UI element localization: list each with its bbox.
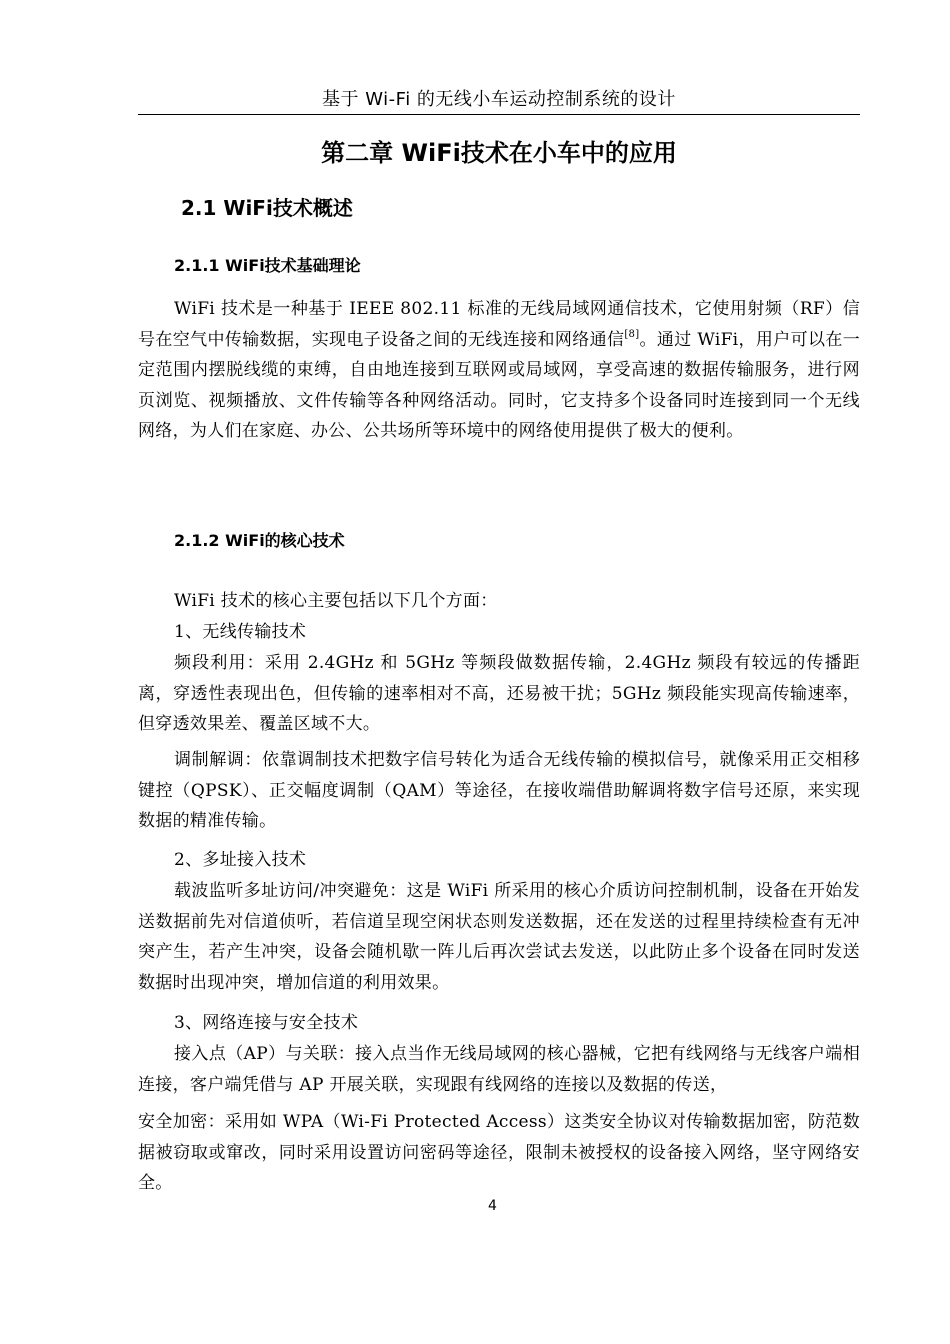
chapter-title: 第二章 WiFi技术在小车中的应用: [321, 139, 677, 167]
running-header: 基于 Wi-Fi 的无线小车运动控制系统的设计: [322, 89, 676, 110]
paragraph-wifi-basics: [138, 294, 860, 447]
paragraph-modulation: 调制解调：依靠调制技术把数字信号转化为适合无线传输的模拟信号，就像采用正交相移键控（QPSK）、正交幅度调制（QAM）等途径，在接收端借助解调将数字信号还原，来实现数据的精准传输。: [138, 750, 860, 831]
page-number: 4: [488, 1198, 497, 1214]
subsection-title-2-1-1: 2.1.1 WiFi技术基础理论: [174, 256, 361, 275]
section-title: 2.1 WiFi技术概述: [181, 196, 353, 220]
paragraph-text: 。通过 WiFi，用户可以在一定范围内摆脱线缆的束缚，自由地连接到互联网或局域网，享受高速的数据传输服务，进行网页浏览、视频播放、文件传输等各种网络活动。同时，它支持多个设备同时连接到同一个无线网络，为人们在家庭、办公、公共场所等环境中的网络使用提供了极大的便利。: [138, 329, 860, 441]
subsection-title-2-1-2: 2.1.2 WiFi的核心技术: [174, 531, 345, 550]
paragraph-csma-ca: 载波监听多址访问/冲突避免：这是 WiFi 所采用的核心介质访问控制机制，设备在开始发送数据前先对信道侦听，若信道呈现空闲状态则发送数据，还在发送的过程里持续检查有无冲突产生，若产生冲突，设备会随机歇一阵儿后再次尝试去发送，以此防止多个设备在同时发送数据时出现冲突，增加信道的利用效果。: [138, 881, 860, 993]
paragraph-text: WiFi 技术是一种基于 IEEE 802.11 标准的无线局域网通信技术，它使用射频（RF）信号在空气中传输数据，实现电子设备之间的无线连接和网络通信: [138, 299, 860, 350]
item-heading-wireless-transmission: 1、无线传输技术: [174, 622, 307, 642]
item-heading-multiple-access: 2、多址接入技术: [174, 850, 307, 870]
item-heading-network-security: 3、网络连接与安全技术: [174, 1013, 359, 1033]
citation-reference: [8]: [624, 328, 640, 340]
paragraph-security-encryption: 安全加密：采用如 WPA（Wi-Fi Protected Access）这类安全协议对传输数据加密，防范数据被窃取或窜改，同时采用设置访问密码等途径，限制未被授权的设备接入网络，坚守网络安全。: [138, 1112, 860, 1193]
intro-line: WiFi 技术的核心主要包括以下几个方面：: [174, 591, 498, 611]
paragraph-frequency-bands: 频段利用：采用 2.4GHz 和 5GHz 等频段做数据传输，2.4GHz 频段有较远的传播距离，穿透性表现出色，但传输的速率相对不高，还易被干扰；5GHz 频段能实现高传输速率，但穿透效果差、覆盖区域不大。: [138, 653, 860, 734]
header-divider: [138, 114, 860, 115]
paragraph-access-point: 接入点（AP）与关联：接入点当作无线局域网的核心器械，它把有线网络与无线客户端相连接，客户端凭借与 AP 开展关联，实现跟有线网络的连接以及数据的传送，: [138, 1044, 860, 1095]
